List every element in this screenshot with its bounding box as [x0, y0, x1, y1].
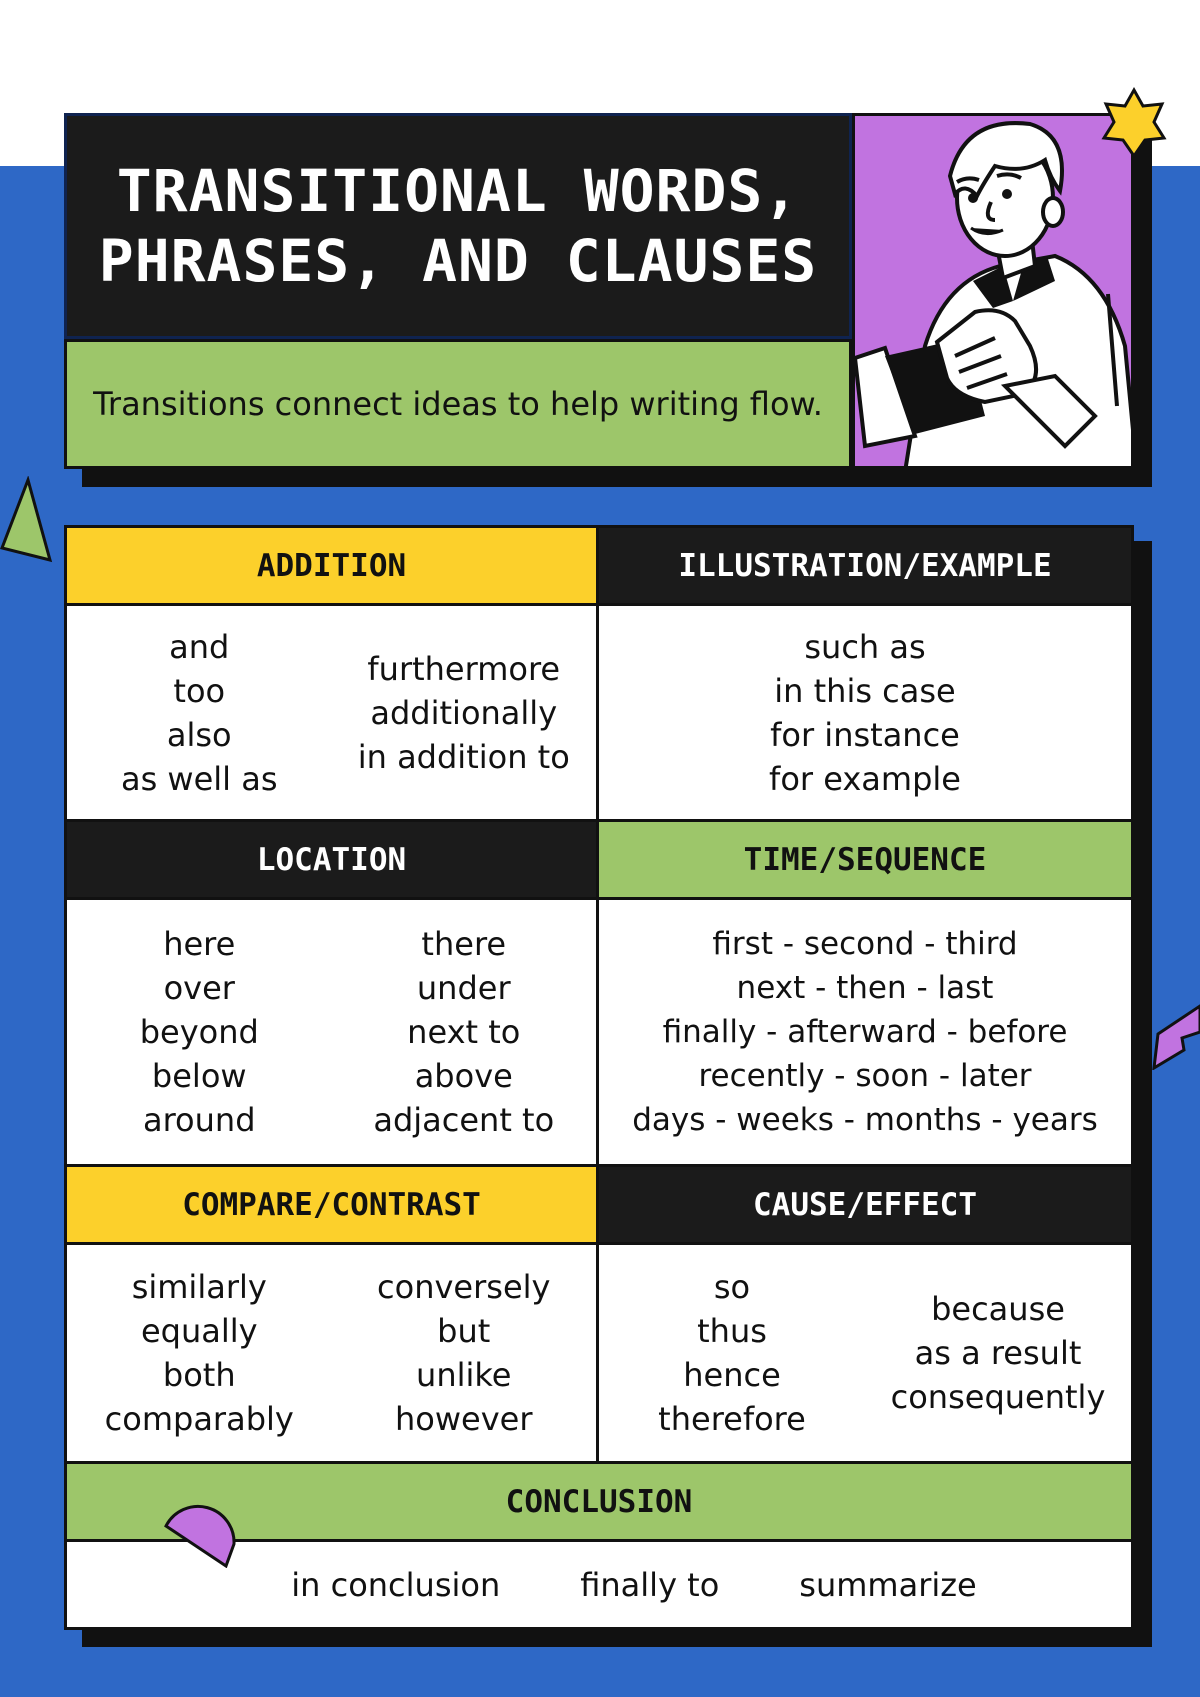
time-col	[599, 900, 1131, 1164]
list-item: adjacent to	[373, 1101, 555, 1139]
list-item: around	[142, 1101, 256, 1139]
list-item: in conclusion	[291, 1565, 501, 1604]
list-item: such as	[804, 627, 926, 666]
list-item: below	[151, 1057, 247, 1095]
list-item: consequently	[890, 1378, 1106, 1416]
compare-body	[67, 1245, 596, 1464]
list-item: first - second - third	[712, 926, 1018, 962]
list-item: days - weeks - months - years	[632, 1102, 1098, 1138]
illustration-header: ILLUSTRATION/EXAMPLE	[599, 528, 1131, 606]
list-item: over	[163, 969, 235, 1007]
list-item: but	[437, 1312, 491, 1350]
list-item: too	[173, 671, 226, 710]
list-item: similarly	[131, 1268, 267, 1306]
list-item: here	[163, 925, 236, 963]
list-item: conversely	[377, 1268, 551, 1306]
illustration-body	[599, 606, 1131, 822]
list-item: summarize	[799, 1565, 977, 1604]
list-item: comparably	[104, 1400, 294, 1438]
purple-zigzag-decoration	[1148, 1000, 1200, 1070]
time-body	[599, 900, 1131, 1167]
table-row	[67, 1167, 1131, 1464]
student-reading-illustration	[852, 113, 1134, 469]
table-row	[67, 822, 1131, 1167]
location-header: LOCATION	[67, 822, 596, 900]
list-item: above	[414, 1057, 513, 1095]
title-box	[64, 113, 852, 339]
title-line-1: TRANSITIONAL WORDS,	[116, 157, 800, 225]
time-section	[599, 822, 1131, 1167]
list-item: so	[713, 1268, 751, 1306]
list-item: under	[416, 969, 511, 1007]
list-item: in this case	[774, 671, 956, 710]
list-item: for instance	[770, 715, 960, 754]
list-item: as well as	[120, 759, 278, 798]
list-item: therefore	[658, 1400, 806, 1438]
purple-semicircle-decoration	[160, 1496, 244, 1568]
list-item: thus	[697, 1312, 767, 1350]
cause-section	[599, 1167, 1131, 1464]
location-col-2	[332, 900, 597, 1164]
compare-header: COMPARE/CONTRAST	[67, 1167, 596, 1245]
list-item: finally - afterward - before	[662, 1014, 1068, 1050]
list-item: as a result	[914, 1334, 1082, 1372]
cause-col-1	[599, 1245, 865, 1461]
subtitle-bar	[64, 339, 852, 469]
list-item: next - then - last	[736, 970, 994, 1006]
addition-header: ADDITION	[67, 528, 596, 606]
list-item: equally	[140, 1312, 258, 1350]
compare-col-2	[332, 1245, 597, 1461]
conclusion-header: CONCLUSION	[67, 1464, 1131, 1542]
location-body	[67, 900, 596, 1167]
list-item: and	[169, 627, 230, 666]
list-item: both	[162, 1356, 236, 1394]
list-item: because	[931, 1290, 1065, 1328]
list-item: in addition to	[357, 737, 570, 776]
transitions-table	[64, 525, 1134, 1630]
list-item: unlike	[416, 1356, 512, 1394]
list-item: also	[166, 715, 232, 754]
list-item: next to	[407, 1013, 521, 1051]
location-col-1	[67, 900, 332, 1164]
list-item: beyond	[139, 1013, 259, 1051]
illustration-col	[599, 606, 1131, 819]
list-item: recently - soon - later	[698, 1058, 1032, 1094]
compare-col-1	[67, 1245, 332, 1461]
location-section	[67, 822, 599, 1167]
list-item: there	[421, 925, 507, 963]
list-item: however	[395, 1400, 533, 1438]
cause-col-2	[865, 1245, 1131, 1461]
addition-col-1	[67, 606, 332, 819]
list-item: finally to	[580, 1565, 720, 1604]
cause-header: CAUSE/EFFECT	[599, 1167, 1131, 1245]
list-item: furthermore	[367, 649, 561, 688]
green-triangle-decoration	[0, 476, 54, 566]
list-item: for example	[769, 759, 961, 798]
addition-body	[67, 606, 596, 822]
reading-person-icon	[855, 116, 1134, 469]
illustration-section	[599, 528, 1131, 822]
compare-section	[67, 1167, 599, 1464]
cause-body	[599, 1245, 1131, 1464]
addition-col-2	[332, 606, 597, 819]
star-icon	[1098, 86, 1170, 158]
table-row	[67, 528, 1131, 822]
addition-section	[67, 528, 599, 822]
title-line-2: PHRASES, AND CLAUSES	[98, 227, 818, 295]
subtitle-text: Transitions connect ideas to help writing flow.	[93, 385, 823, 423]
list-item: additionally	[370, 693, 558, 732]
list-item: hence	[683, 1356, 781, 1394]
time-header: TIME/SEQUENCE	[599, 822, 1131, 900]
